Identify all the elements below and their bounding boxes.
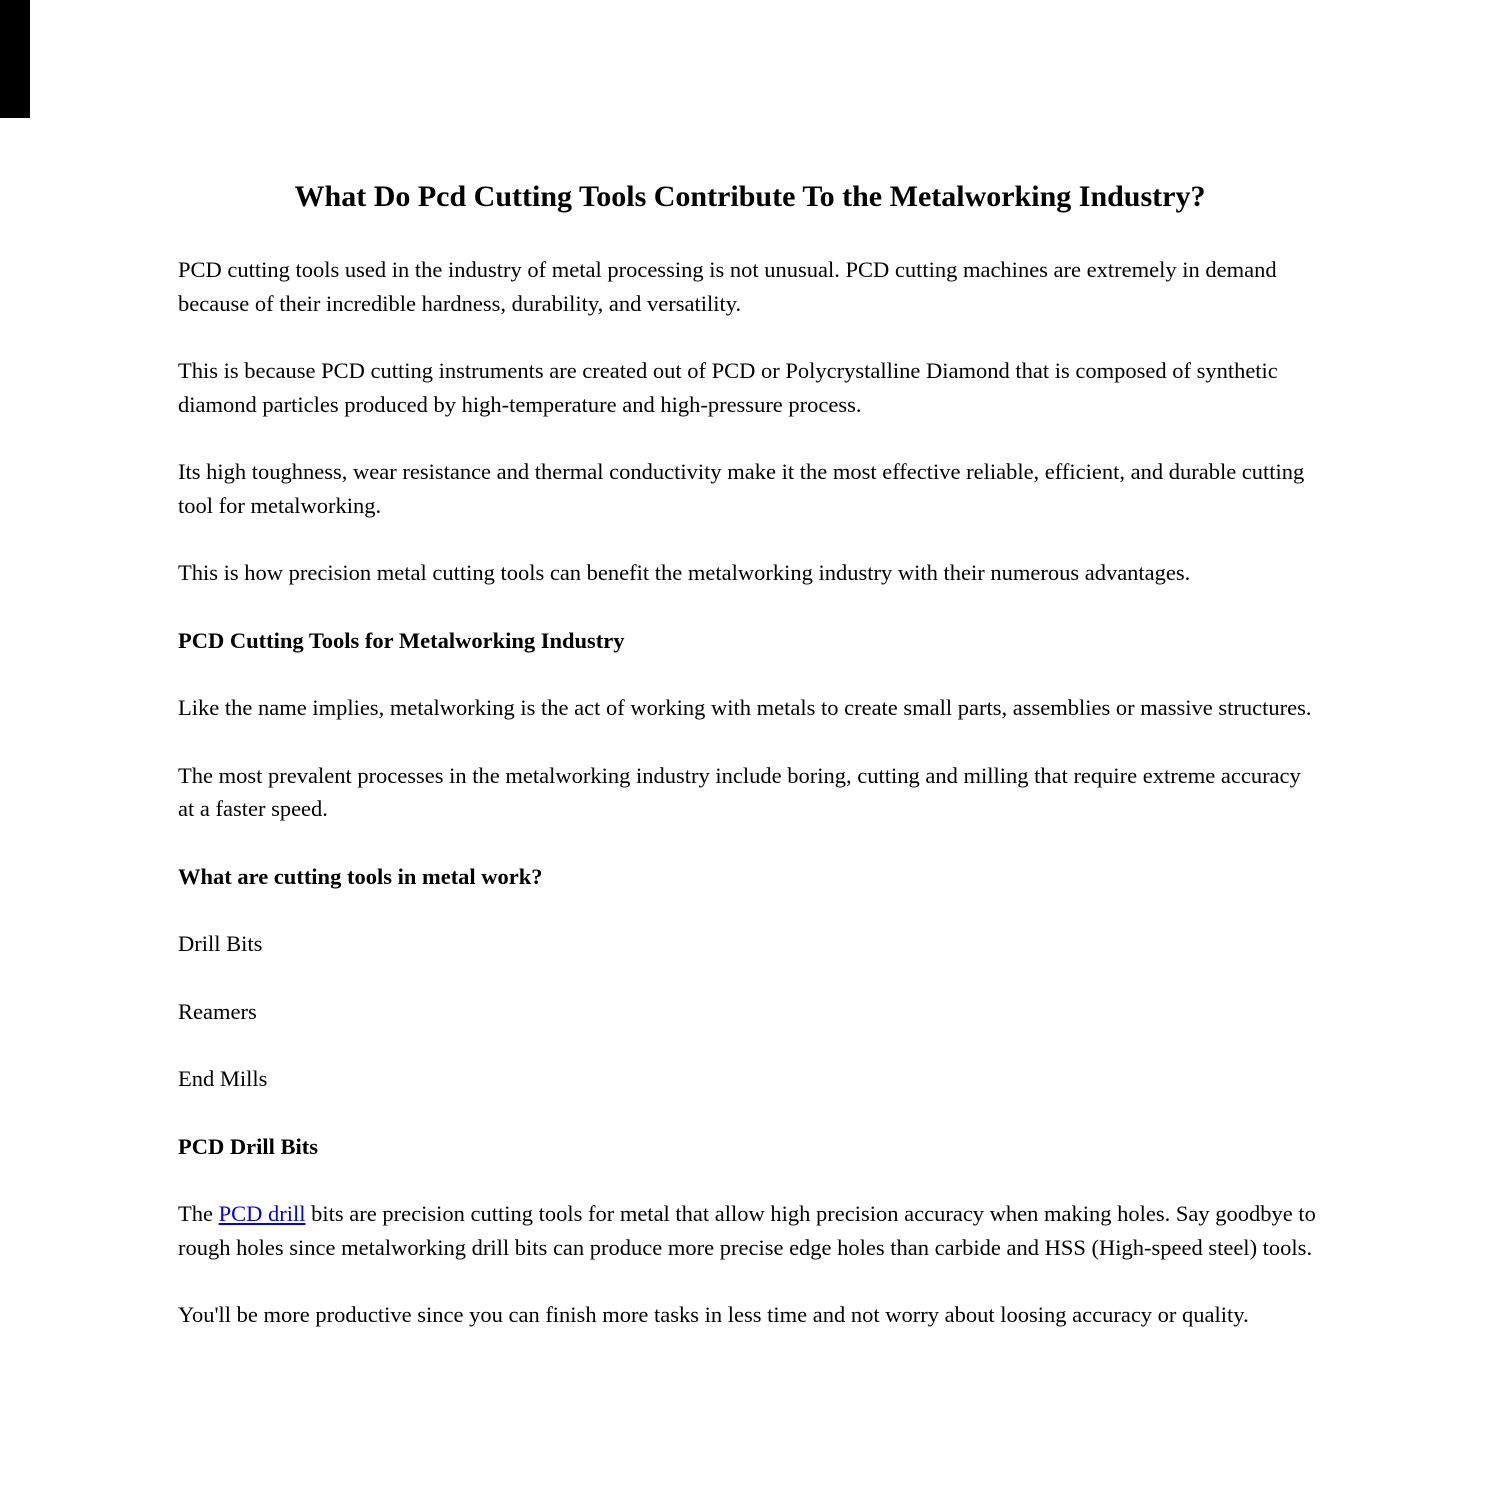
paragraph-intro-4: This is how precision metal cutting tools can benefit the metalworking industry with their numerous advantages.	[178, 560, 1191, 585]
pcd-drill-link[interactable]: PCD drill	[218, 1201, 306, 1226]
paragraph-drill-bits-1	[178, 1197, 1322, 1264]
document-title: What Do Pcd Cutting Tools Contribute To the Metalworking Industry?	[294, 180, 1206, 213]
paragraph-metalworking-2: The most prevalent processes in the metalworking industry include boring, cutting and milling that require extreme accuracy at a faster speed.	[178, 762, 1301, 821]
section-heading-cutting-tools: What are cutting tools in metal work?	[178, 863, 543, 889]
section-heading-metalworking: PCD Cutting Tools for Metalworking Industry	[178, 627, 625, 653]
list-item-drill-bits: Drill Bits	[178, 931, 263, 956]
list-item-end-mills: End Mills	[178, 1066, 268, 1091]
section-heading-drill-bits: PCD Drill Bits	[178, 1133, 318, 1159]
paragraph-metalworking-1: Like the name implies, metalworking is the act of working with metals to create small parts, assemblies or massive structures.	[178, 695, 1312, 720]
paragraph-drill-bits-2: You'll be more productive since you can finish more tasks in less time and not worry about loosing accuracy or quality.	[178, 1302, 1249, 1327]
list-item-reamers: Reamers	[178, 998, 257, 1024]
paragraph-intro-2: This is because PCD cutting instruments are created out of PCD or Polycrystalline Diamond that is composed of synthetic diamond particles produced by high-temperature and high-pressure process.	[178, 358, 1278, 417]
paragraph-intro-3: Its high toughness, wear resistance and thermal conductivity make it the most effective reliable, efficient, and durable cutting tool for metalworking.	[178, 459, 1305, 518]
text-segment-before-link: The	[178, 1201, 219, 1226]
text-segment-after-link: bits are precision cutting tools for metal that allow high precision accuracy when making holes. Say goodbye to rough holes since metalworking drill bits can produce more precise edge holes than carbide and HSS (High-speed steel) tools.	[178, 1201, 1316, 1260]
paragraph-intro-1: PCD cutting tools used in the industry of metal processing is not unusual. PCD cutting machines are extremely in demand because of their incredible hardness, durability, and versatility.	[178, 257, 1277, 316]
